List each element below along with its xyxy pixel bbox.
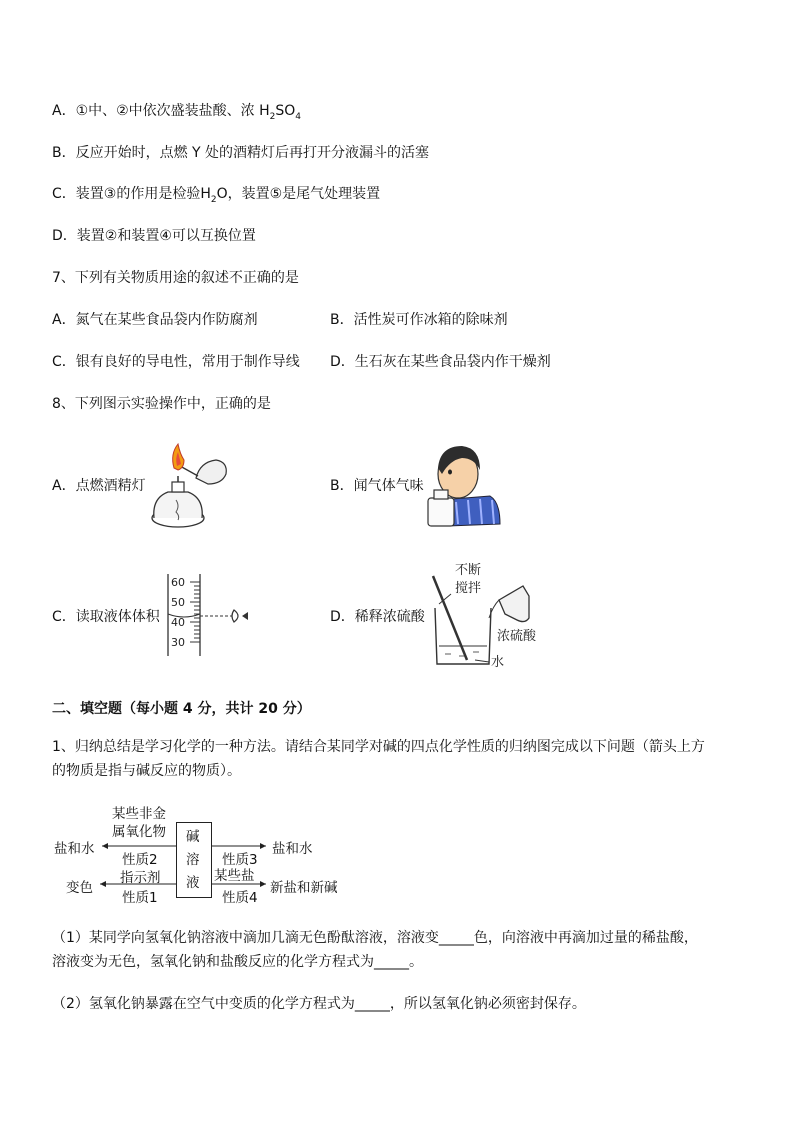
- cylinder-tick-30: 30: [171, 636, 185, 649]
- q7-option-a: A．氮气在某些食品袋内作防腐剂: [52, 312, 258, 328]
- graduated-cylinder-figure: [160, 572, 252, 660]
- center-char-1: 碱: [186, 829, 200, 845]
- q8-stem: 8、下列图示实验操作中，正确的是: [52, 396, 271, 412]
- section2-sub2: （2）氢氧化钠暴露在空气中变质的化学方程式为_____，所以氢氧化钠必须密封保存。: [52, 996, 586, 1012]
- tr-output: 盐和水: [272, 841, 313, 857]
- center-char-3: 液: [186, 875, 200, 891]
- q8-option-b: B．闻气体气味: [330, 478, 424, 494]
- center-char-2: 溶: [186, 852, 200, 868]
- q7-stem: 7、下列有关物质用途的叙述不正确的是: [52, 270, 299, 286]
- q8-option-c: C．读取液体体积: [52, 609, 160, 625]
- cylinder-tick-50: 50: [171, 596, 185, 609]
- arrow-right-bottom: [260, 881, 266, 887]
- label-stir-2: 搅拌: [455, 581, 482, 596]
- eye-icon: [232, 610, 238, 622]
- q7-option-d: D．生石灰在某些食品袋内作干燥剂: [330, 354, 551, 370]
- arrow-left-bottom: [100, 881, 106, 887]
- br-property: 性质4: [222, 890, 258, 906]
- br-label-top: 某些盐: [214, 868, 255, 884]
- q7-option-c: C．银有良好的导电性，常用于制作导线: [52, 354, 300, 370]
- q6-option-b: B．反应开始时，点燃 Y 处的酒精灯后再打开分液漏斗的活塞: [52, 145, 430, 161]
- q8-option-a: A．点燃酒精灯: [52, 478, 146, 494]
- base-properties-diagram: [52, 802, 372, 912]
- q6-option-a: A．①中、②中依次盛装盐酸、浓 $H_2SO_4$: [52, 103, 302, 122]
- label-water: 水: [491, 655, 505, 670]
- q6-option-c: C．装置③的作用是检验$H_2O$，装置⑤是尾气处理装置: [52, 186, 381, 205]
- tl-output: 盐和水: [54, 841, 95, 857]
- bl-label-top: 指示剂: [120, 870, 161, 886]
- q1-stem-line-2: 的物质是指与碱反应的物质）。: [52, 763, 241, 779]
- q6-option-d: D．装置②和装置④可以互换位置: [52, 228, 256, 244]
- cylinder-tick-40: 40: [171, 616, 185, 629]
- q8-option-d: D．稀释浓硫酸: [330, 609, 425, 625]
- section2-title: 二、填空题（每小题 4 分，共计 20 分）: [52, 701, 311, 717]
- q1-stem-line-1: 1、归纳总结是学习化学的一种方法。请结合某同学对碱的四点化学性质的归纳图完成以下问题（箭头上方: [52, 739, 705, 755]
- smelling-gas-figure: [412, 440, 502, 528]
- cylinder-ticks: [190, 582, 200, 642]
- alcohol-lamp-figure: [148, 440, 230, 532]
- dilution-figure: [425, 560, 545, 670]
- section2-q1-stem: [52, 735, 752, 783]
- bl-property: 性质1: [122, 890, 158, 906]
- label-stir-1: 不断: [455, 563, 482, 578]
- q7-option-b: B．活性炭可作冰箱的除味剂: [330, 312, 508, 328]
- br-output: 新盐和新碱: [270, 880, 338, 896]
- diagram-arrows: [52, 802, 372, 912]
- arrow-right-top: [260, 843, 266, 849]
- tl-property: 性质2: [122, 852, 158, 868]
- arrow-left-top: [102, 843, 108, 849]
- tl-label-top-2: 属氧化物: [112, 824, 166, 840]
- sub1-line-2: 溶液变为无色，氢氧化钠和盐酸反应的化学方程式为_____。: [52, 954, 423, 970]
- bl-output: 变色: [66, 880, 93, 896]
- cylinder-tick-60: 60: [171, 576, 185, 589]
- sub1-line-1: （1）某同学向氢氧化钠溶液中滴加几滴无色酚酞溶液，溶液变_____色，向溶液中再滴加过量的稀盐酸，: [52, 930, 698, 946]
- tl-label-top-1: 某些非金: [112, 806, 166, 822]
- tr-property: 性质3: [222, 852, 258, 868]
- section2-sub1: [52, 926, 752, 974]
- label-conc-acid: 浓硫酸: [497, 629, 537, 644]
